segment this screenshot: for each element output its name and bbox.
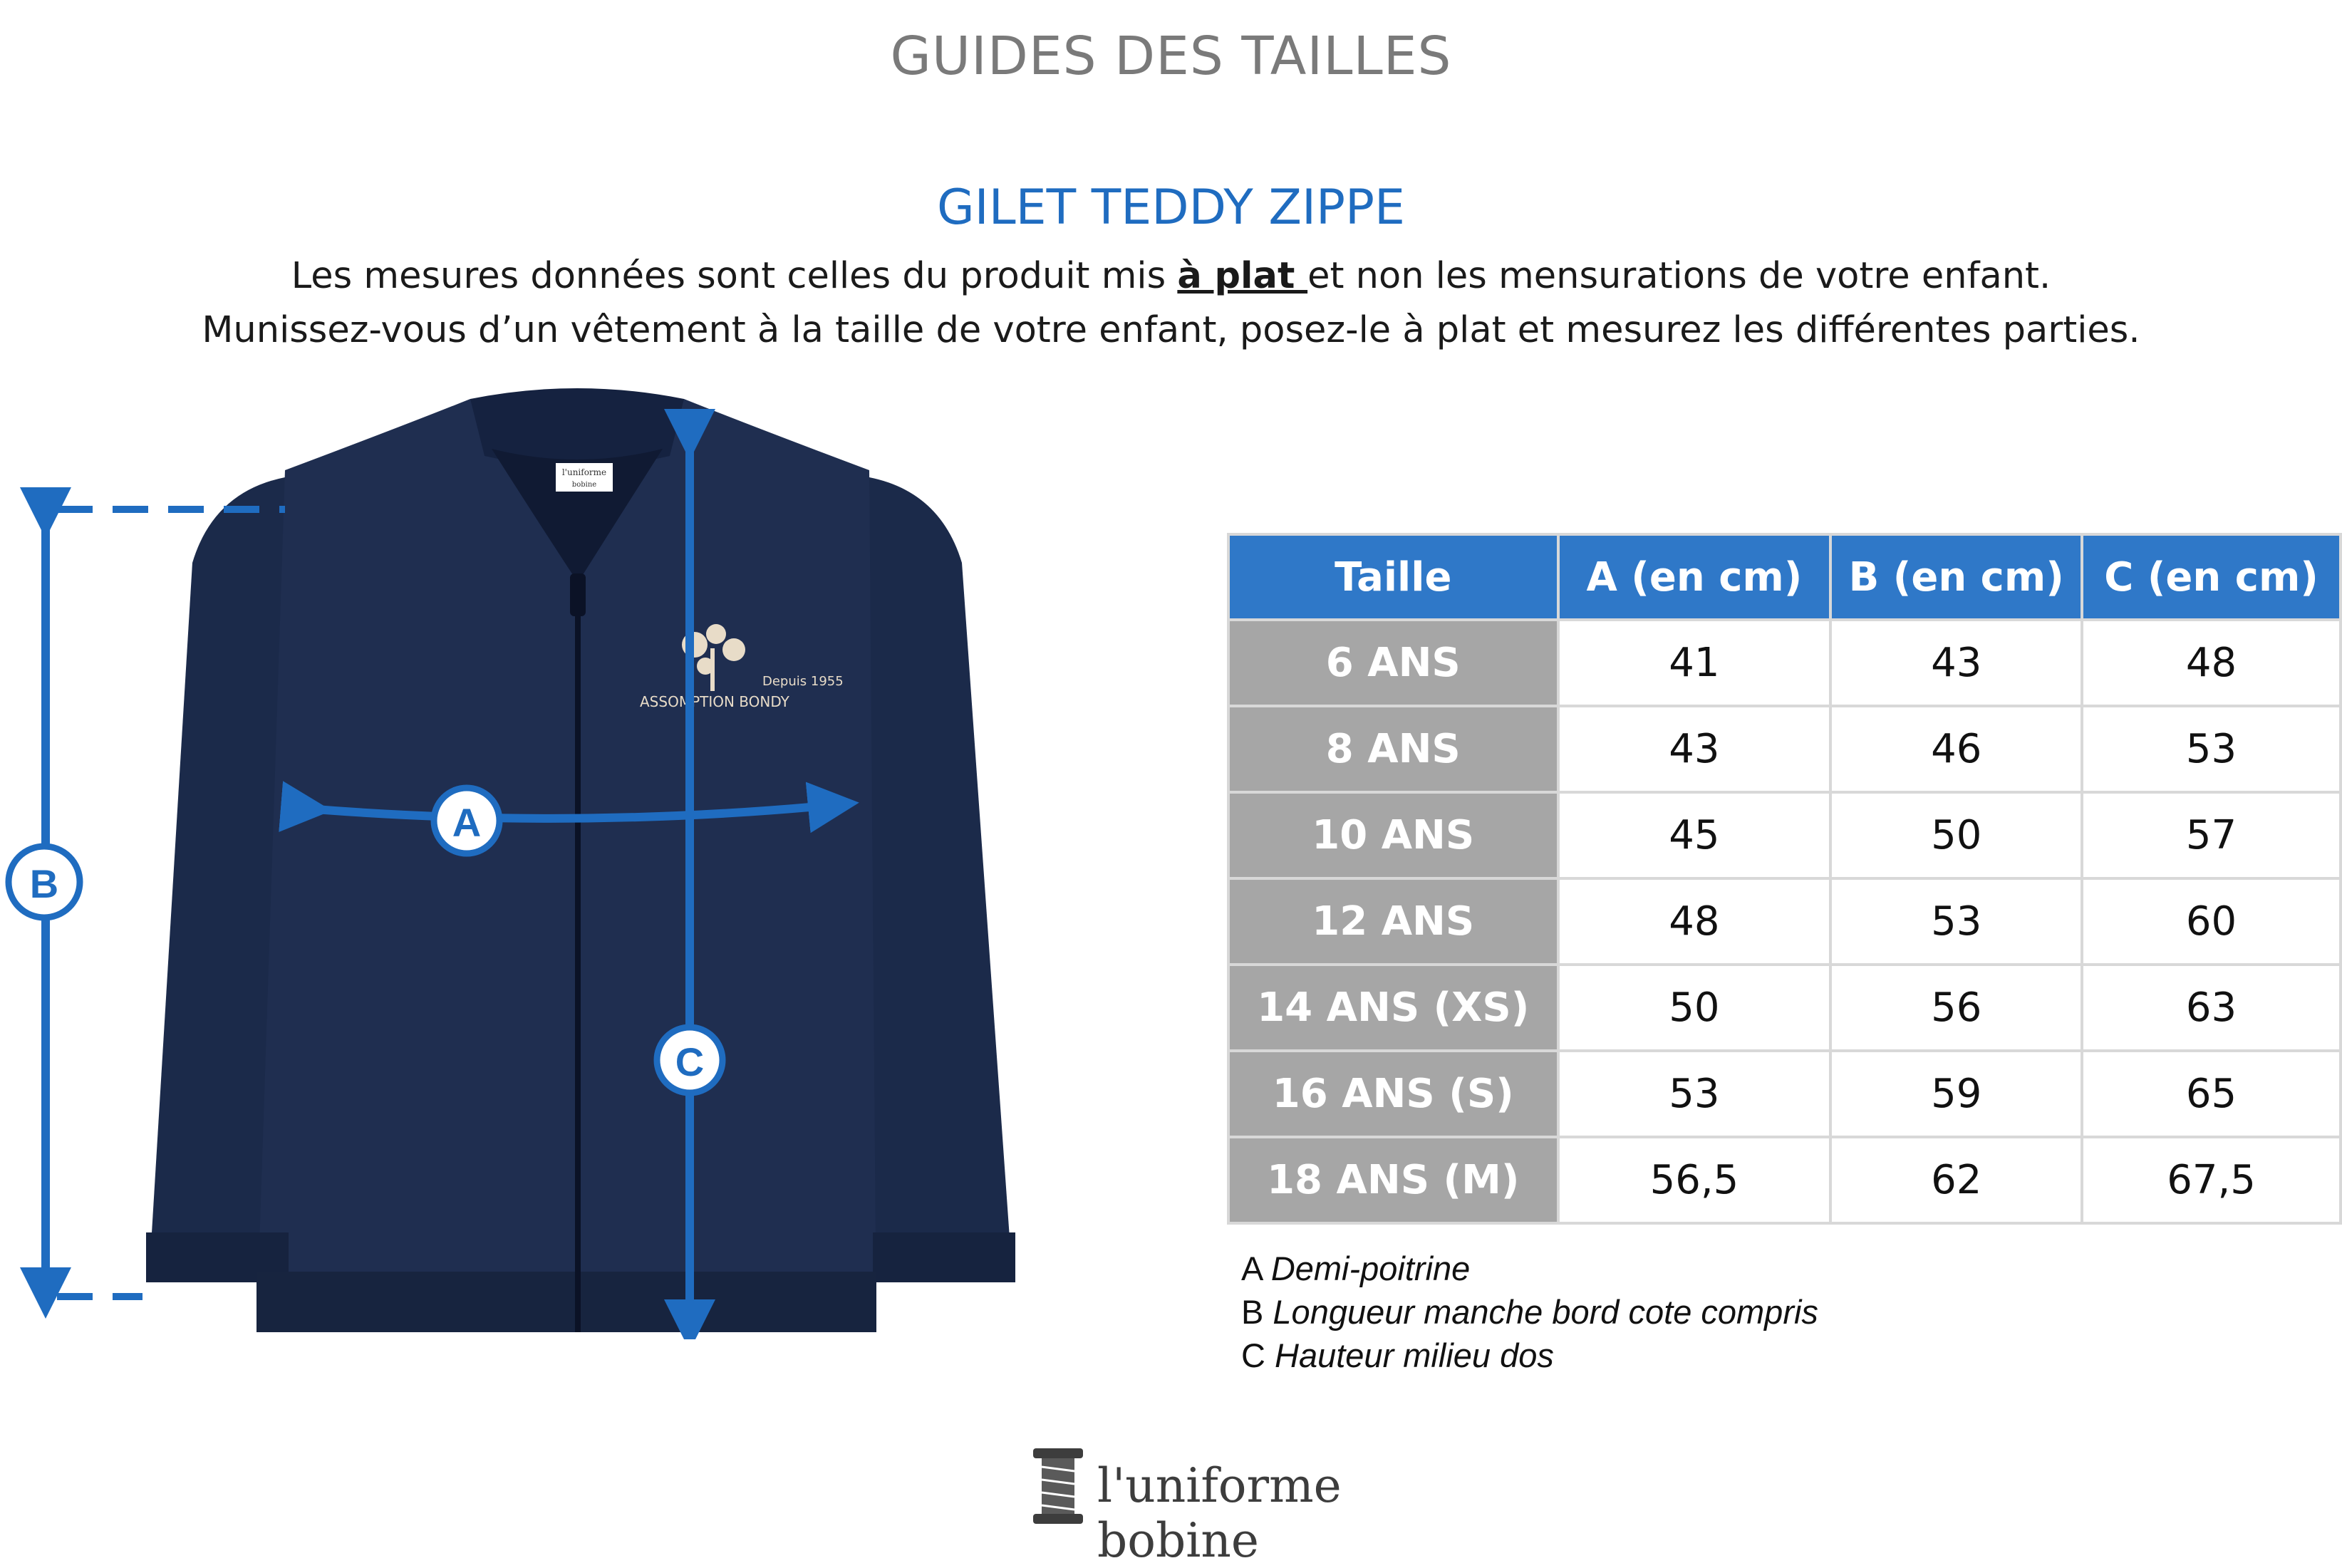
label-c: C: [675, 1039, 705, 1084]
table-row: [1228, 706, 2341, 792]
table-row: [1228, 965, 2341, 1051]
brand-logo: [1026, 1443, 1454, 1568]
value-b-cell: 43: [1830, 620, 2082, 706]
size-cell: 16 ANS (S): [1228, 1051, 1558, 1137]
intro-line-2: Munissez-vous d’un vêtement à la taille de votre enfant, posez-le à plat et mesurez les différentes parties.: [202, 309, 2140, 351]
table-header-row: [1228, 534, 2341, 620]
legend: [1241, 1247, 1818, 1377]
value-b-cell: 46: [1830, 706, 2082, 792]
header-a: A (en cm): [1558, 534, 1831, 620]
jacket-illustration: [146, 388, 1015, 1332]
table-row: [1228, 1137, 2341, 1223]
brand-name: l'uniforme bobine: [1097, 1458, 1342, 1568]
value-a-cell: 41: [1558, 620, 1831, 706]
page-title: GUIDES DES TAILLES: [890, 26, 1452, 87]
size-table: [1227, 533, 2342, 1225]
table-row: [1228, 620, 2341, 706]
value-c-cell: 63: [2082, 965, 2341, 1051]
size-cell: 12 ANS: [1228, 878, 1558, 965]
neck-label-subtext: bobine: [571, 481, 597, 489]
size-cell: 8 ANS: [1228, 706, 1558, 792]
label-a: A: [452, 800, 482, 845]
value-c-cell: 48: [2082, 620, 2341, 706]
neck-label-text: l'uniforme: [561, 467, 607, 477]
header-taille: Taille: [1228, 534, 1558, 620]
header-b: B (en cm): [1830, 534, 2082, 620]
value-c-cell: 60: [2082, 878, 2341, 965]
value-b-cell: 62: [1830, 1137, 2082, 1223]
size-cell: 10 ANS: [1228, 792, 1558, 878]
table-row: [1228, 878, 2341, 965]
value-b-cell: 53: [1830, 878, 2082, 965]
size-cell: 6 ANS: [1228, 620, 1558, 706]
legend-item-b: B Longueur manche bord cote compris: [1241, 1293, 1818, 1331]
legend-item-a: A Demi-poitrine: [1241, 1250, 1471, 1287]
header-c: C (en cm): [2082, 534, 2341, 620]
value-a-cell: 53: [1558, 1051, 1831, 1137]
value-c-cell: 53: [2082, 706, 2341, 792]
label-b: B: [29, 861, 59, 906]
value-a-cell: 48: [1558, 878, 1831, 965]
value-c-cell: 57: [2082, 792, 2341, 878]
svg-text:ASSOMPTION BONDY: ASSOMPTION BONDY: [640, 693, 789, 710]
value-c-cell: 65: [2082, 1051, 2341, 1137]
jacket-diagram: [0, 385, 1183, 1339]
value-c-cell: 67,5: [2082, 1137, 2341, 1223]
size-cell: 14 ANS (XS): [1228, 965, 1558, 1051]
value-b-cell: 59: [1830, 1051, 2082, 1137]
value-b-cell: 56: [1830, 965, 2082, 1051]
intro-line-1: Les mesures données sont celles du produit mis à plat et non les mensurations de votre enfant.: [291, 255, 2051, 297]
value-a-cell: 45: [1558, 792, 1831, 878]
spool-icon: [1026, 1443, 1090, 1528]
legend-item-c: C Hauteur milieu dos: [1241, 1336, 1554, 1374]
product-title: GILET TEDDY ZIPPE: [936, 180, 1406, 236]
emphasis-flat: à plat: [1177, 255, 1308, 297]
table-row: [1228, 1051, 2341, 1137]
value-b-cell: 50: [1830, 792, 2082, 878]
size-cell: 18 ANS (M): [1228, 1137, 1558, 1223]
svg-text:Depuis 1955: Depuis 1955: [762, 674, 844, 689]
table-row: [1228, 792, 2341, 878]
value-a-cell: 43: [1558, 706, 1831, 792]
value-a-cell: 56,5: [1558, 1137, 1831, 1223]
value-a-cell: 50: [1558, 965, 1831, 1051]
